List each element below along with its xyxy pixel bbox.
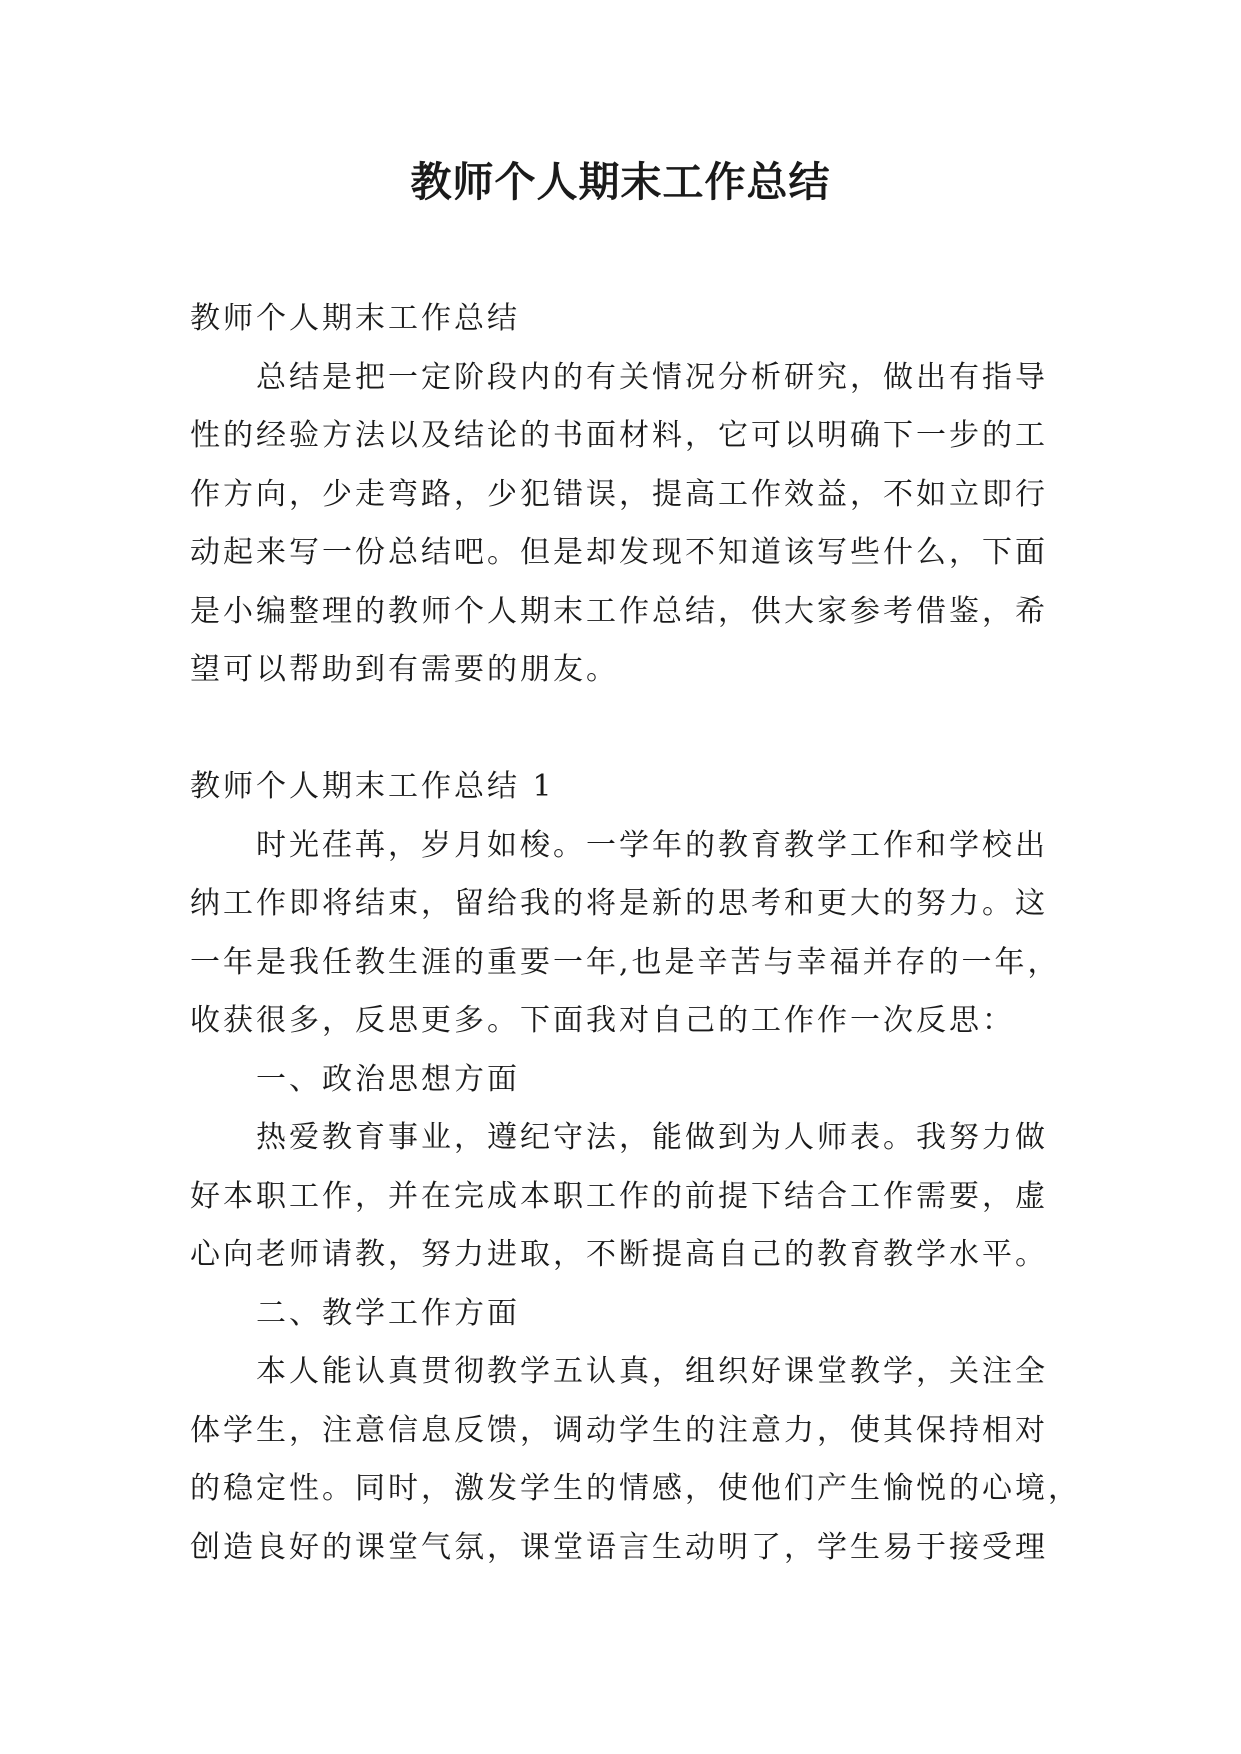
text-line: 创造良好的课堂气氛，课堂语言生动明了，学生易于接受理 [190,1529,1048,1565]
text-line: 动起来写一份总结吧。但是却发现不知道该写些什么，下面 [190,535,1048,570]
text-line: 性的经验方法以及结论的书面材料，它可以明确下一步的工 [190,418,1048,453]
paragraph-first-line: 总结是把一定阶段内的有关情况分析研究，做出有指导 [256,359,1048,395]
text-line: 教师个人期末工作总结 1 [190,769,555,804]
text-line: 好本职工作，并在完成本职工作的前提下结合工作需要，虚 [190,1178,1048,1214]
paragraph-first-line: 二、教学工作方面 [256,1295,520,1331]
paragraph-first-line: 一、政治思想方面 [256,1061,520,1097]
text-line: 教师个人期末工作总结 [190,301,520,336]
text-line: 望可以帮助到有需要的朋友。 [190,652,619,687]
document-body [190,290,1081,1577]
paragraph-gap [190,700,1050,759]
text-line: 收获很多，反思更多。下面我对自己的工作作一次反思： [190,1003,1015,1038]
text-line: 是小编整理的教师个人期末工作总结，供大家参考借鉴，希 [190,593,1048,629]
text-line: 的稳定性。同时，激发学生的情感，使他们产生愉悦的心境， [190,1471,1081,1506]
paragraph-first-line: 热爱教育事业，遵纪守法，能做到为人师表。我努力做 [256,1120,1048,1155]
text-line: 作方向，少走弯路，少犯错误，提高工作效益，不如立即行 [190,476,1048,512]
text-line: 纳工作即将结束，留给我的将是新的思考和更大的努力。这 [190,886,1048,921]
paragraph-first-line: 本人能认真贯彻教学五认真，组织好课堂教学，关注全 [256,1354,1048,1389]
text-line: 体学生，注意信息反馈，调动学生的注意力，使其保持相对 [190,1412,1048,1448]
text-line: 一年是我任教生涯的重要一年,也是辛苦与幸福并存的一年， [190,944,1061,980]
paragraph-first-line: 时光荏苒，岁月如梭。一学年的教育教学工作和学校出 [256,827,1048,863]
document-title: 教师个人期末工作总结 [410,158,831,206]
text-line: 心向老师请教，努力进取，不断提高自己的教育教学水平。 [190,1237,1048,1272]
